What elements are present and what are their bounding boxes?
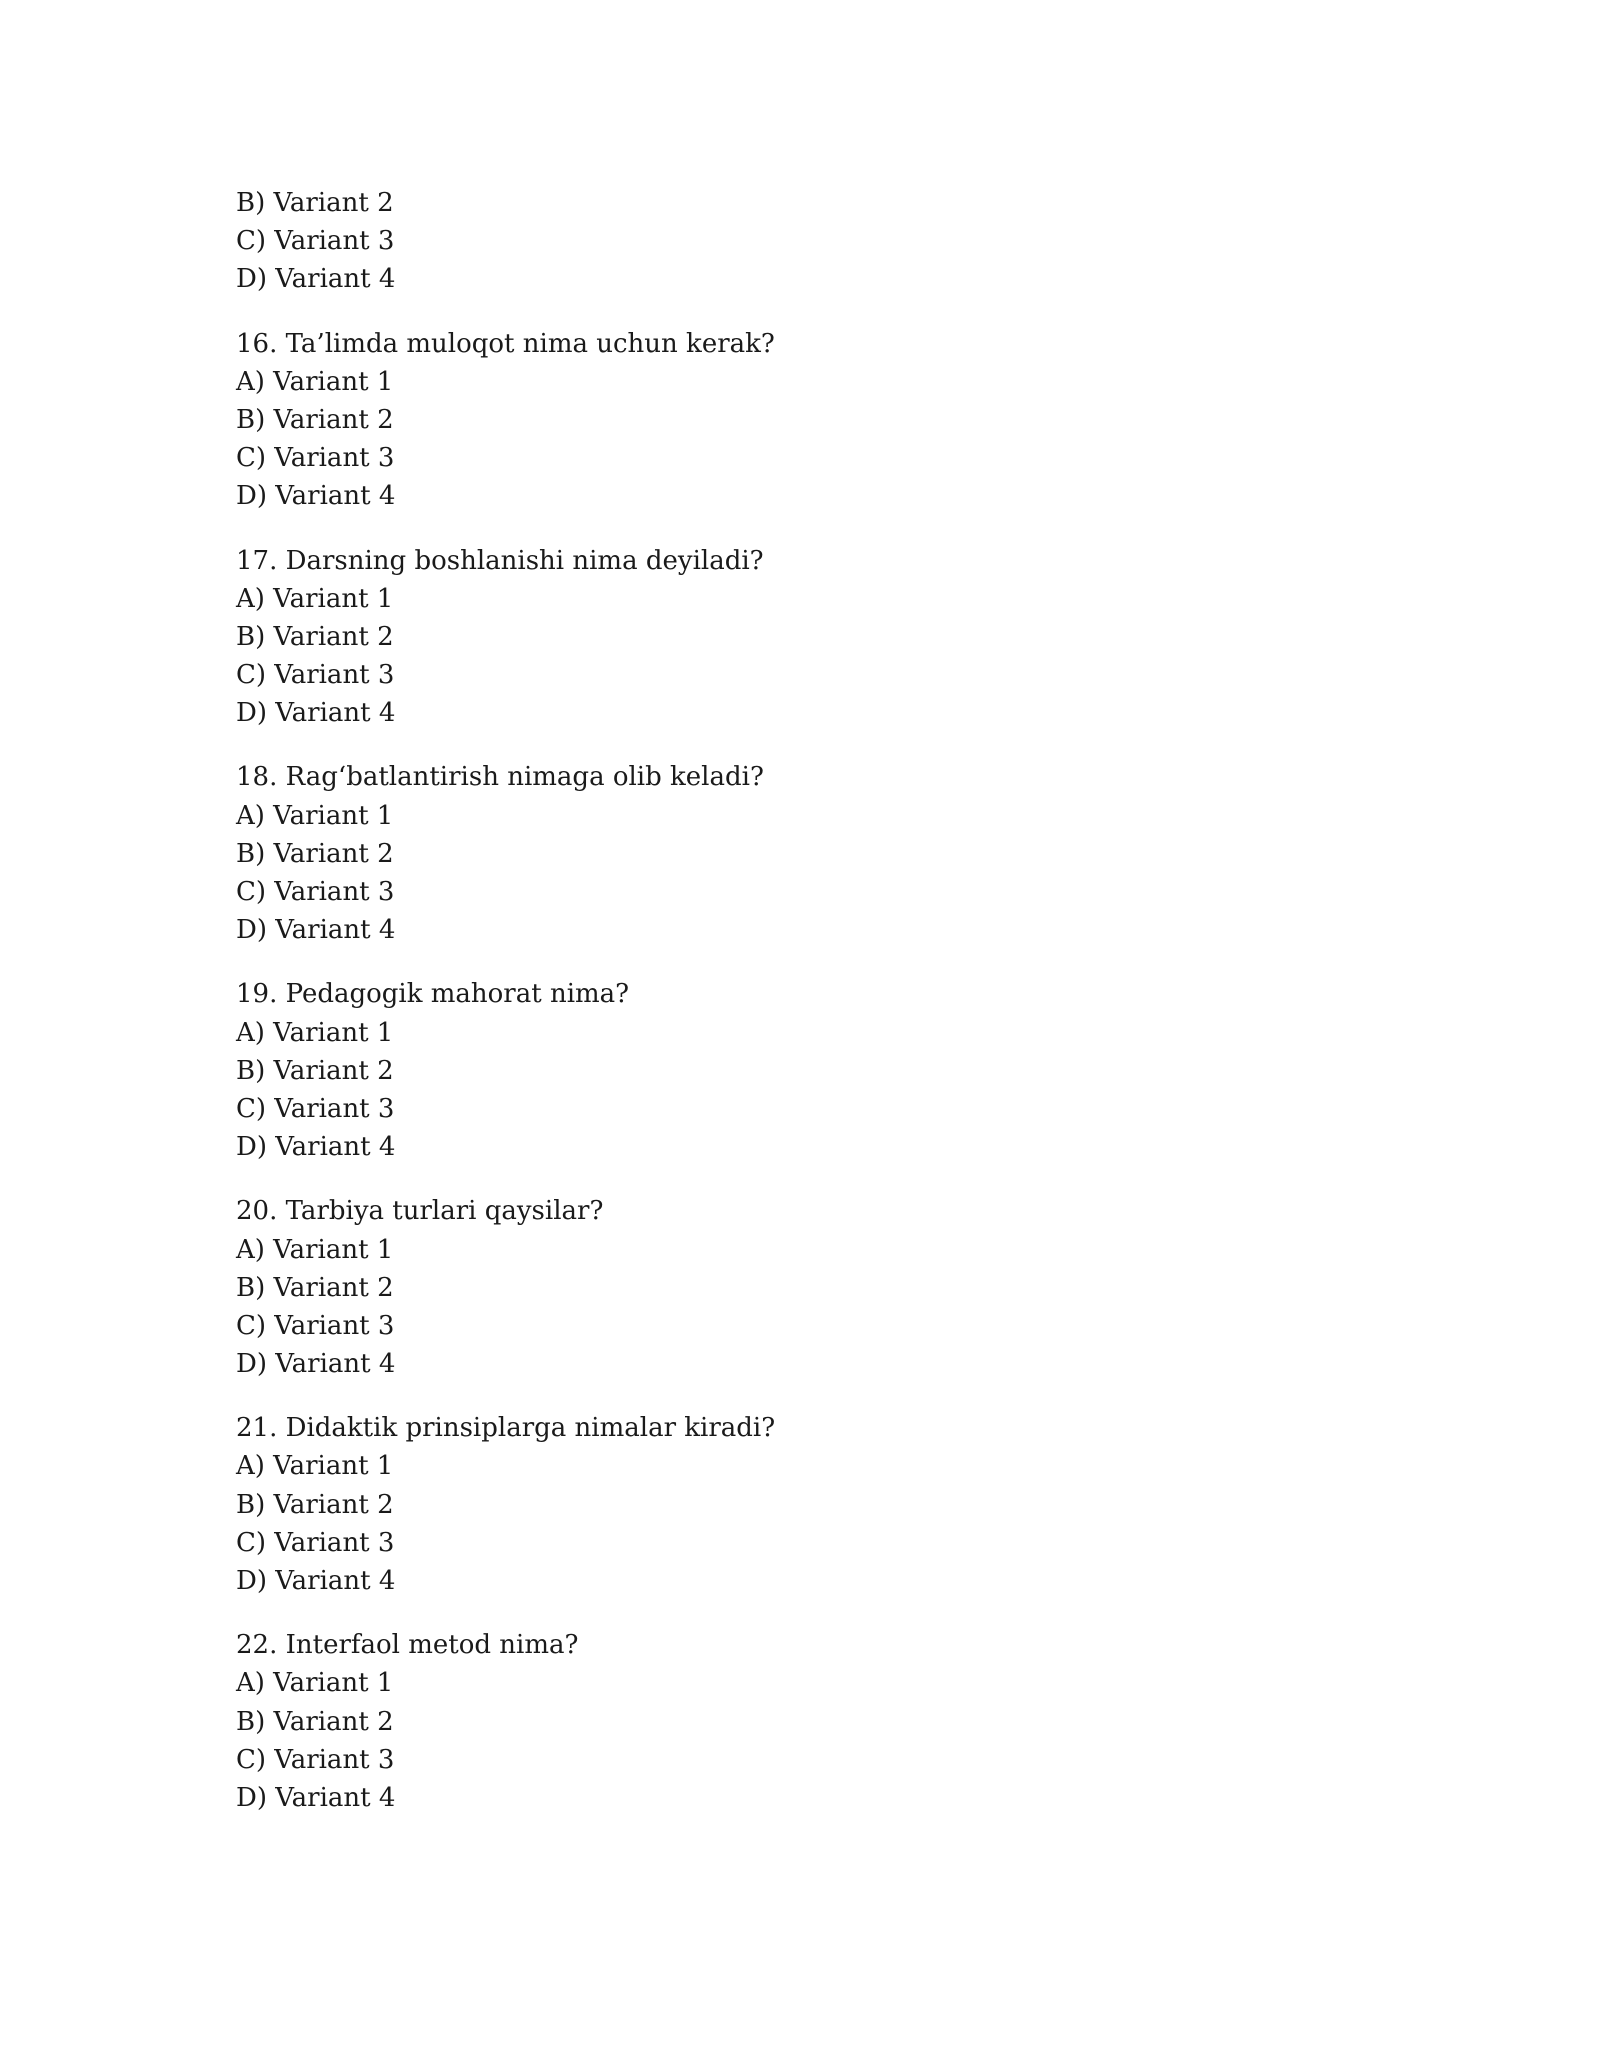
answer-option: C) Variant 3 [236, 226, 395, 257]
answer-option: B) Variant 2 [236, 188, 394, 218]
answer-option: A) Variant 1 [236, 366, 394, 397]
answer-option: B) Variant 2 [236, 621, 394, 652]
answer-option: D) Variant 4 [236, 1566, 396, 1596]
question-16 [236, 325, 1336, 516]
question-21 [236, 1409, 1336, 1600]
answer-option: D) Variant 4 [236, 1132, 396, 1163]
answer-option: B) Variant 2 [236, 404, 394, 435]
question-text: 16. Ta’limda muloqot nima uchun kerak? [236, 328, 775, 359]
answer-option: D) Variant 4 [236, 1349, 396, 1380]
question-list [236, 184, 1336, 1817]
answer-option: A) Variant 1 [236, 583, 394, 614]
question-17 [236, 542, 1336, 733]
answer-option: A) Variant 1 [236, 1451, 394, 1482]
answer-option: B) Variant 2 [236, 1706, 394, 1737]
answer-option: D) Variant 4 [236, 481, 396, 512]
continued-question [236, 184, 1336, 299]
question-19 [236, 975, 1336, 1166]
question-text: 20. Tarbiya turlari qaysilar? [236, 1196, 604, 1227]
question-text: 19. Pedagogik mahorat nima? [236, 979, 630, 1010]
answer-option: C) Variant 3 [236, 660, 395, 691]
answer-option: B) Variant 2 [236, 1272, 394, 1303]
answer-option: D) Variant 4 [236, 1782, 396, 1813]
answer-option: B) Variant 2 [236, 838, 394, 869]
answer-option: D) Variant 4 [236, 915, 396, 946]
answer-option: A) Variant 1 [236, 1668, 394, 1699]
answer-option: C) Variant 3 [236, 1527, 395, 1558]
answer-option: C) Variant 3 [236, 1744, 395, 1775]
answer-option: C) Variant 3 [236, 1093, 395, 1124]
question-18 [236, 758, 1336, 949]
question-text: 17. Darsning boshlanishi nima deyiladi? [236, 545, 764, 576]
answer-option: B) Variant 2 [236, 1489, 394, 1520]
answer-option: A) Variant 1 [236, 1017, 394, 1048]
question-20 [236, 1192, 1336, 1383]
answer-option: D) Variant 4 [236, 264, 396, 295]
answer-option: A) Variant 1 [236, 800, 394, 831]
answer-option: A) Variant 1 [236, 1234, 394, 1265]
answer-option: C) Variant 3 [236, 443, 395, 474]
answer-option: C) Variant 3 [236, 1310, 395, 1341]
question-text: 21. Didaktik prinsiplarga nimalar kiradi? [236, 1413, 776, 1444]
question-text: 18. Rag‘batlantirish nimaga olib keladi? [236, 762, 764, 793]
answer-option: C) Variant 3 [236, 877, 395, 907]
answer-option: D) Variant 4 [236, 698, 396, 729]
question-22 [236, 1626, 1336, 1817]
question-text: 22. Interfaol metod nima? [236, 1630, 579, 1661]
answer-option: B) Variant 2 [236, 1055, 394, 1086]
